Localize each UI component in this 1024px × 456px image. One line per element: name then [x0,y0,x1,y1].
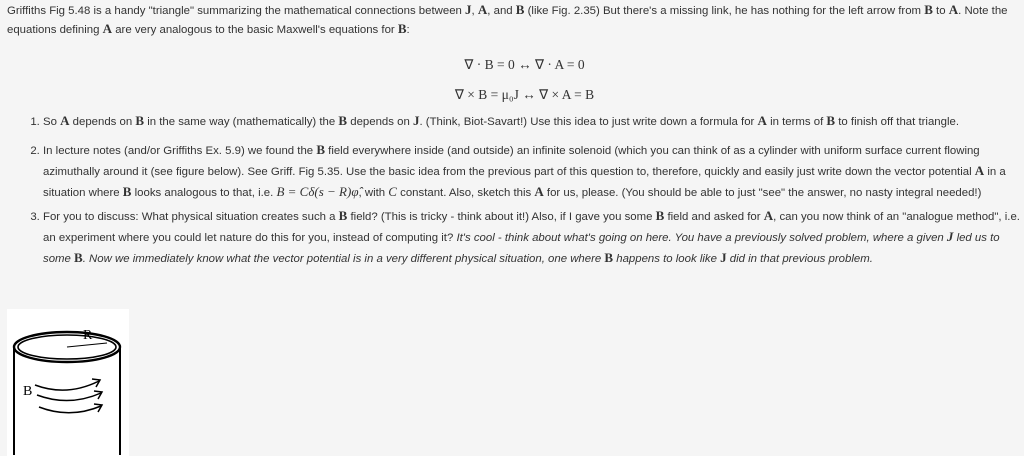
radius-line [67,343,107,347]
current-loop-3 [39,406,101,413]
intro-text-6: : [406,24,410,36]
q2-text: in a situation where [43,166,1006,199]
q1-text: in terms of [766,116,827,128]
symbol-B: B [135,113,145,128]
q3-italic-text: . Now we immediately know what the vector potential is in a very different physical situation, one where [82,253,605,265]
symbol-A: A [534,184,544,199]
q2-text: In lecture notes (and/or Griffiths Ex. 5.9) we found the [43,145,317,157]
q3-italic-text: did in that previous problem. [726,253,873,265]
symbol-J: J [412,113,420,128]
problem-document [7,0,1022,272]
symbol-J: J [946,229,954,244]
q2-text: looks analogous to that, i.e. [131,187,277,199]
symbol-B: B [515,2,525,17]
q3-text: field? (This is tricky - think about it!) Also, if I gave you some [347,211,656,223]
symbol-B: B [316,142,325,157]
intro-text-5: are very analogous to the basic Maxwell's equations for [112,24,398,36]
q3-text: field and asked for [664,211,764,223]
q1-text: depends on [347,116,413,128]
symbol-B: B [74,250,83,265]
symbol-A: A [974,163,985,178]
q1-text: in the same way (mathematically) the [144,116,339,128]
symbol-A: A [757,113,767,128]
symbol-B: B [122,184,132,199]
intro-sep-2: , and [487,5,516,17]
question-list [7,111,1022,269]
q2-text: , with [358,187,389,199]
question-1 [43,111,1022,132]
q2-text: constant. Also, sketch this [396,187,535,199]
intro-text-3: to [932,5,949,17]
current-loop-1 [35,381,99,390]
q3-text: , can you now think of an "analogue method", i.e. an experiment where you could let nature do this for you, instead of computing it? [43,211,1020,244]
equation-curl: ∇ × B = μ₀J ↔ ∇ × A = B [454,87,595,102]
q3-italic-text: happens to look like [613,253,721,265]
b-field-label: B [23,384,33,399]
q2-text: for us, please. (You should be able to just "see" the answer, no nasty integral needed!) [543,187,982,199]
radius-label: R [83,328,93,343]
solenoid-drawing [7,309,129,456]
q3-text: For you to discuss: What physical situation creates such a [43,211,339,223]
solenoid-figure [7,309,129,456]
question-2 [43,140,1022,203]
q2-text: field everywhere inside (and outside) an infinite solenoid (which you can think of as a cylinder with uniform surface current flowing azimuthally around it (see figure below). See Griff. Fig 5.35. Use the basic idea from the previous part of this question to, therefore, quickly and easily just write down the vector potential [43,145,980,178]
q1-text: . (Think, Biot-Savart!) Use this idea to just write down a formula for [419,116,758,128]
current-loop-2 [37,393,101,401]
symbol-B: B [604,250,614,265]
intro-sep-1: , [471,5,478,17]
symbol-B: B [338,113,348,128]
symbol-A: A [477,2,488,17]
symbol-C: C [388,184,397,199]
symbol-A: A [763,208,774,223]
intro-text-4: . Note the equations defining [7,5,1008,36]
symbol-A: A [948,2,959,17]
symbol-B: B [655,208,665,223]
question-3 [43,206,1022,269]
intro-text-2: (like Fig. 2.35) But there's a missing link, he has nothing for the left arrow from [524,5,925,17]
q1-text: So [43,116,61,128]
symbol-B: B [826,113,836,128]
q1-text: to finish off that triangle. [835,116,959,128]
symbol-J: J [720,250,727,265]
q3-italic-text: It's cool - think about what's going on here. You have a previously solved problem, where a given [456,232,947,244]
q1-text: depends on [69,116,136,128]
symbol-A: A [102,21,113,36]
symbol-B: B [397,21,407,36]
intro-paragraph [7,1,1022,39]
field-formula: B = Cδ(s − R)φ̂ [276,184,359,199]
intro-text-1: Griffiths Fig 5.48 is a handy "triangle" summarizing the mathematical connections between [7,5,466,17]
symbol-B: B [338,208,348,223]
symbol-B: B [924,2,933,17]
symbol-J: J [465,2,472,17]
q3-italic-text: led us to some [43,232,1000,265]
equation-divergence: ∇ · B = 0 ↔ ∇ · A = 0 [464,57,585,72]
symbol-A: A [60,113,70,128]
